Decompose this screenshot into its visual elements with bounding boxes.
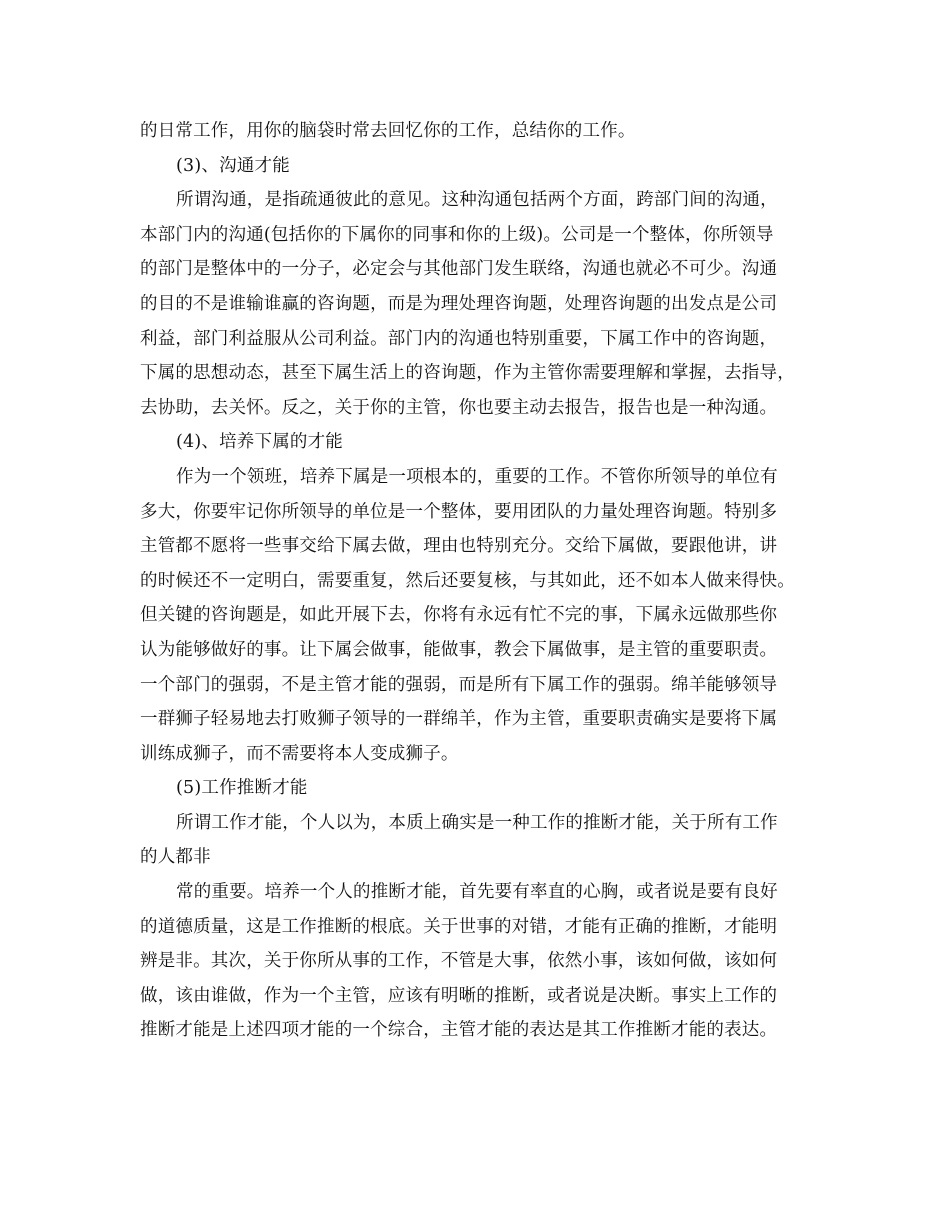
text-line: 常的重要。培养一个人的推断才能，首先要有率直的心胸，或者说是要有良好	[176, 882, 778, 903]
text-line: 的部门是整体中的一分子，必定会与其他部门发生联络，沟通也就必不可少。沟通	[140, 259, 778, 280]
text-line: (5)工作推断才能	[176, 778, 308, 799]
text-line: 但关键的咨询题是，如此开展下去，你将有永远有忙不完的事，下属永远做那些你	[140, 605, 778, 626]
text-line: 下属的思想动态，甚至下属生活上的咨询题，作为主管你需要理解和掌握，去指导，	[140, 363, 795, 384]
text-line: 多大，你要牢记你所领导的单位是一个整体，要用团队的力量处理咨询题。特别多	[140, 501, 778, 522]
text-line: 辨是非。其次，关于你所从事的工作，不管是大事，依然小事，该如何做，该如何	[140, 951, 778, 972]
text-line: 利益，部门利益服从公司利益。部门内的沟通也特别重要，下属工作中的咨询题，	[140, 328, 778, 349]
text-line: 的时候还不一定明白，需要重复，然后还要复核，与其如此，还不如本人做来得快。	[140, 570, 795, 591]
text-line: 做，该由谁做，作为一个主管，应该有明晰的推断，或者说是决断。事实上工作的	[140, 985, 778, 1006]
text-line: 的人都非	[140, 847, 211, 868]
text-line: 的目的不是谁输谁赢的咨询题，而是为理处理咨询题，处理咨询题的出发点是公司	[140, 293, 778, 314]
text-line: (4)、培养下属的才能	[176, 432, 343, 453]
text-line: 所谓沟通，是指疏通彼此的意见。这种沟通包括两个方面，跨部门间的沟通，	[176, 190, 778, 211]
text-line: 本部门内的沟通(包括你的下属你的同事和你的上级)。公司是一个整体，你所领导	[140, 224, 774, 245]
text-line: 认为能够做好的事。让下属会做事，能做事，教会下属做事，是主管的重要职责。	[140, 639, 778, 660]
text-line: 主管都不愿将一些事交给下属去做，理由也特别充分。交给下属做，要跟他讲，讲	[140, 536, 778, 557]
text-line: 训练成狮子，而不需要将本人变成狮子。	[140, 743, 459, 764]
text-line: 作为一个领班，培养下属是一项根本的，重要的工作。不管你所领导的单位有	[176, 466, 778, 487]
text-line: 所谓工作才能，个人以为，本质上确实是一种工作的推断才能，关于所有工作	[176, 812, 778, 833]
text-line: 的日常工作，用你的脑袋时常去回忆你的工作，总结你的工作。	[140, 121, 636, 141]
document-page	[140, 114, 820, 1048]
text-line: 一个部门的强弱，不是主管才能的强弱，而是所有下属工作的强弱。绵羊能够领导	[140, 674, 778, 695]
text-line: 一群狮子轻易地去打败狮子领导的一群绵羊，作为主管，重要职责确实是要将下属	[140, 709, 778, 730]
text-line: 去协助，去关怀。反之，关于你的主管，你也要主动去报告，报告也是一种沟通。	[140, 397, 778, 418]
text-line: 的道德质量，这是工作推断的根底。关于世事的对错，才能有正确的推断，才能明	[140, 916, 778, 937]
text-line: (3)、沟通才能	[176, 155, 290, 176]
text-line: 推断才能是上述四项才能的一个综合，主管才能的表达是其工作推断才能的表达。	[140, 1020, 778, 1041]
